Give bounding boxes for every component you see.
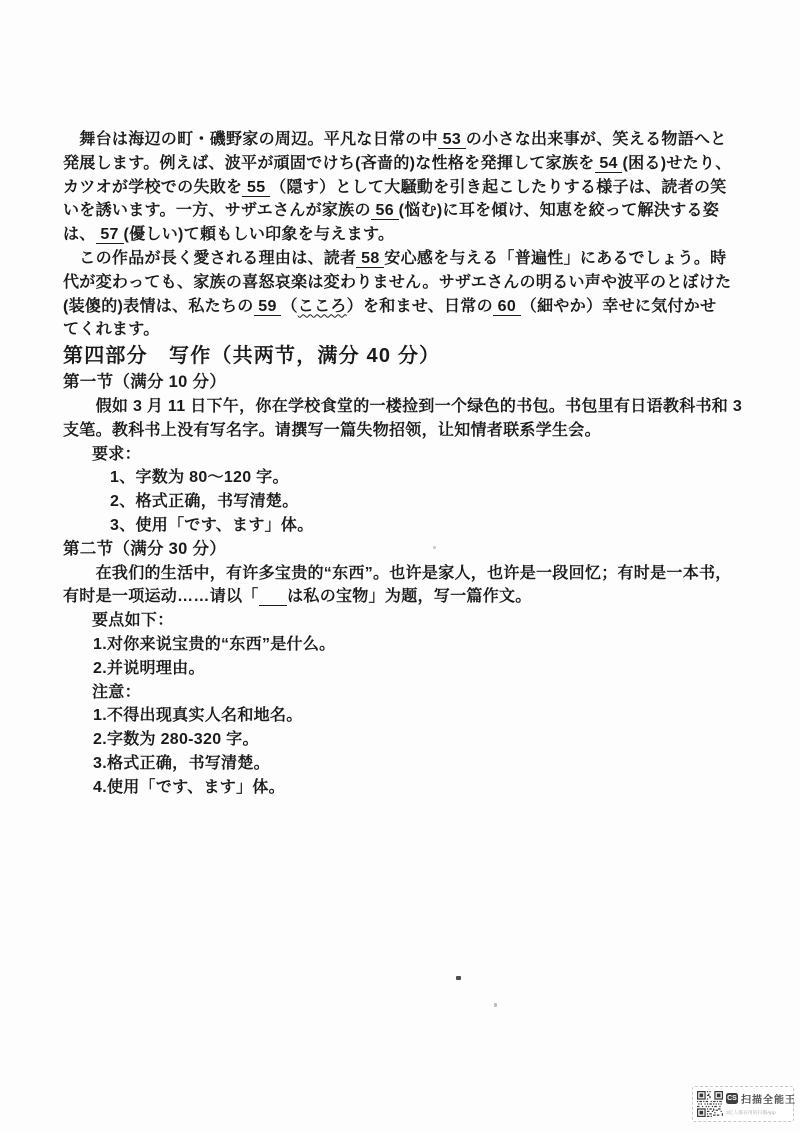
reading-passage-paragraph-1 — [63, 128, 763, 247]
text-run: 3.格式正确，书写清楚。 — [93, 754, 270, 772]
text-run: の小さな出来事が、笑える物語へと — [465, 131, 727, 148]
blank-underline: 57 — [95, 226, 124, 244]
text-run: 1.不得出现真实人名和地名。 — [93, 707, 303, 725]
text-run: 1.对你来说宝贵的“东西”是什么。 — [93, 635, 336, 653]
text-line — [63, 152, 763, 176]
section1-requirements-list — [63, 466, 763, 537]
text-run: 発展します。例えば、波平が頑固でけち(吝啬的)な性格を発揮して家族を — [63, 154, 595, 172]
scan-speck — [433, 546, 436, 549]
section1-header: 第一节（满分 10 分） — [63, 373, 227, 392]
text-line — [63, 419, 763, 443]
text-run: (困る)せたり、 — [622, 154, 732, 172]
text-run: (装傻的)表情は、私たちの — [63, 297, 254, 315]
section2-header: 第二节（满分 30 分） — [63, 539, 227, 558]
text-line — [63, 395, 763, 419]
text-run: は、 — [63, 226, 96, 244]
text-run: 支笔。教科书上没有写名字。请撰写一篇失物招领，让知情者联系学生会。 — [63, 421, 601, 439]
blank-underline: 54 — [594, 154, 623, 172]
text-line — [63, 490, 763, 514]
scan-speck — [456, 976, 461, 980]
blank-underline: 56 — [370, 202, 399, 220]
text-run: （ — [281, 297, 298, 315]
text-run: 2、格式正确，书写清楚。 — [110, 493, 299, 511]
text-run: この作品が長く愛される理由は、読者 — [63, 249, 357, 267]
camscanner-app-name: 扫描全能王 — [741, 1094, 796, 1106]
blank-underline: こころ — [297, 297, 347, 315]
text-run: 2.并说明理由。 — [93, 659, 205, 677]
camscanner-watermark — [692, 1086, 794, 1122]
text-line — [63, 318, 763, 342]
text-run: は私の宝物」为题，写一篇作文。 — [287, 588, 532, 606]
camscanner-logo-icon: CS — [727, 1094, 737, 1102]
text-run: (悩む)に耳を傾け、知恵を絞って解決する姿 — [398, 202, 719, 220]
blank-underline: 59 — [253, 297, 282, 315]
section2-notes-label: 注意： — [92, 683, 141, 701]
blank-underline: 60 — [492, 297, 521, 315]
section2-points-label: 要点如下： — [92, 612, 174, 630]
text-line — [63, 657, 763, 681]
camscanner-label — [726, 1091, 796, 1118]
text-line — [63, 514, 763, 538]
part4-writing-header: 第四部分 写作（共两节，满分 40 分） — [63, 345, 441, 368]
text-run: 在我们的生活中，有许多宝贵的“东西”。也许是家人，也许是一段回忆；有时是一本书， — [63, 564, 732, 582]
text-line — [63, 128, 763, 152]
text-run: 有时是一项运动……请以「 — [63, 588, 259, 606]
blank-underline: 53 — [437, 131, 466, 148]
blank-underline — [259, 588, 287, 606]
text-run: 代が変わっても、家族の喜怒哀楽は変わりません。サザエさんの明るい声や波平のとぼけた — [63, 273, 732, 291]
blank-underline: 55 — [242, 178, 271, 196]
text-run: いを誘います。一方、サザエさんが家族の — [63, 202, 371, 220]
section1-requirements-label: 要求： — [92, 445, 141, 463]
text-run: 1、字数为 80～120 字。 — [110, 469, 289, 487]
text-run: 3、使用「です、ます」体。 — [110, 516, 314, 534]
exam-content — [63, 128, 763, 800]
text-line — [63, 704, 763, 728]
qr-code-icon — [697, 1091, 723, 1117]
text-line — [63, 466, 763, 490]
text-line — [63, 271, 763, 295]
reading-passage-paragraph-2 — [63, 247, 763, 342]
camscanner-title-row — [726, 1091, 796, 1106]
text-run: 安心感を与える「普遍性」にあるでしょう。時 — [384, 249, 727, 267]
text-run: 4.使用「です、ます」体。 — [93, 778, 285, 796]
text-line — [63, 199, 763, 223]
section1-prompt — [63, 395, 763, 443]
text-line — [63, 247, 763, 271]
camscanner-tagline: 3亿人都在用的扫描App — [726, 1109, 776, 1115]
text-line — [63, 585, 763, 609]
text-line — [63, 776, 763, 800]
text-run: 假如 3 月 11 日下午，你在学校食堂的一楼捡到一个绿色的书包。书包里有日语教科书和 3 — [63, 397, 743, 415]
text-line — [63, 223, 763, 247]
text-run: (優しい)て頼もしい印象を与えます。 — [123, 226, 395, 244]
text-line — [63, 728, 763, 752]
scan-speck — [494, 1003, 497, 1007]
text-run: カツオが学校での失敗を — [63, 178, 243, 196]
text-line — [63, 176, 763, 200]
section2-points-list — [63, 633, 763, 681]
section2-prompt — [63, 562, 763, 610]
blank-underline: 58 — [356, 249, 385, 267]
text-run: 舞台は海辺の町・磯野家の周辺。平凡な日常の中 — [63, 131, 438, 148]
section2-notes-list — [63, 704, 763, 799]
text-run: （細やか）幸せに気付かせ — [520, 297, 717, 315]
text-line — [63, 752, 763, 776]
text-run: てくれます。 — [63, 321, 160, 339]
text-run: 2.字数为 280-320 字。 — [93, 731, 259, 749]
text-line — [63, 633, 763, 657]
text-run: （隠す）として大騒動を引き起こしたりする様子は、読者の笑 — [270, 178, 727, 196]
text-line — [63, 295, 763, 319]
text-line — [63, 562, 763, 586]
text-run: ）を和ませ、日常の — [346, 297, 493, 315]
